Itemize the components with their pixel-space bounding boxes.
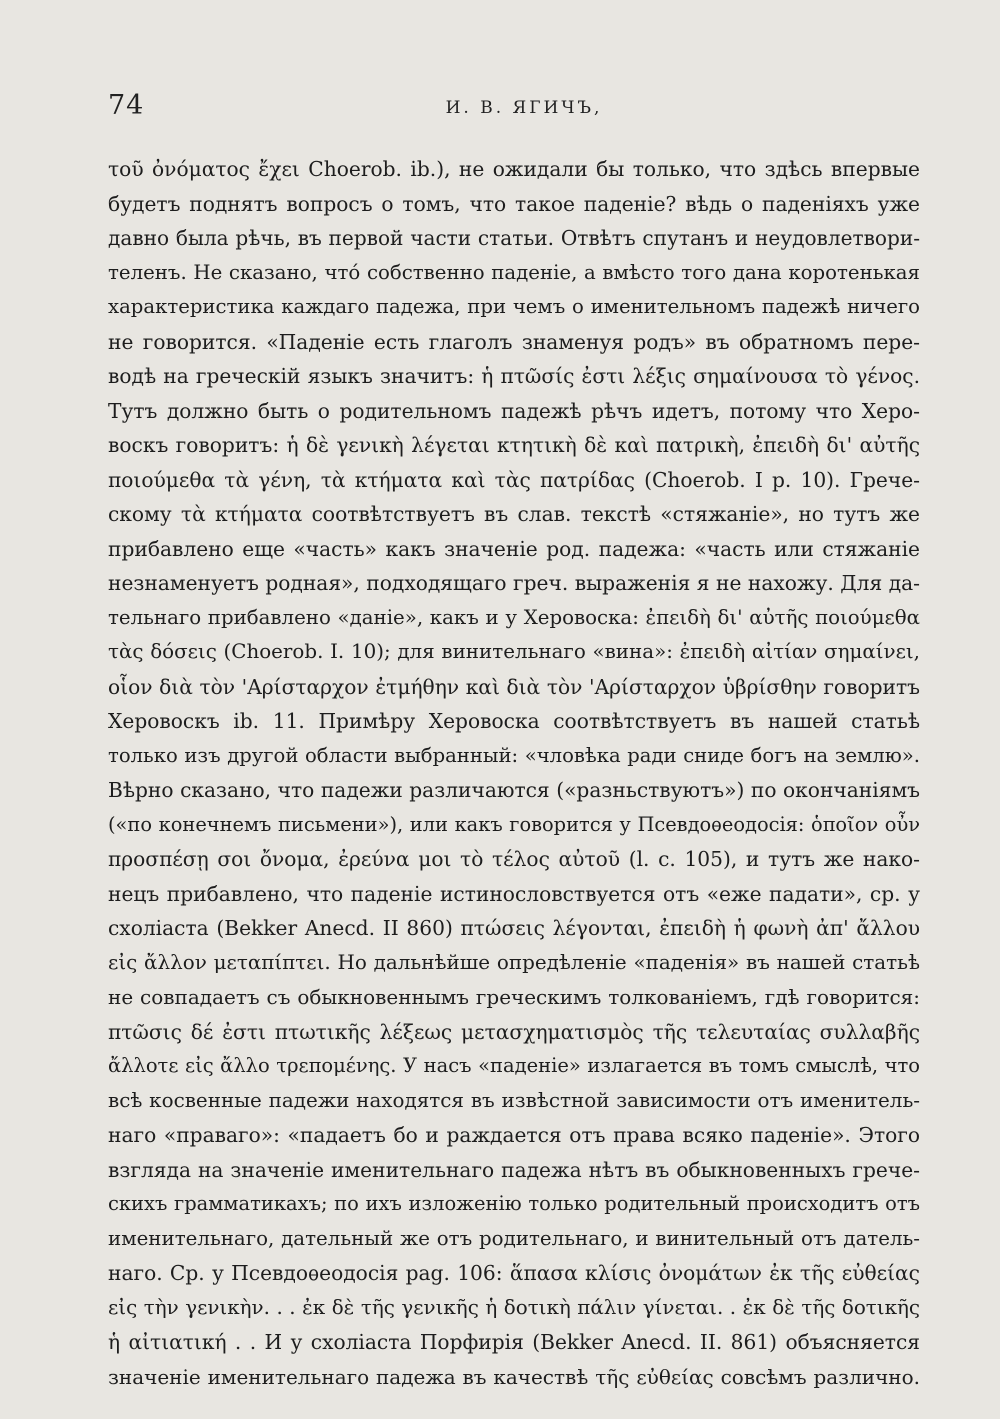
text-line: («по конечнемъ письмени»), или какъ говорится у Псевдоѳеодосія: ὁποῖον οὖν xyxy=(108,812,920,836)
text-line: τὰς δόσεις (Choerob. I. 10); для винительнаго «вина»: ἐπειδὴ αἰτίαν σημαίνει, xyxy=(108,640,920,663)
body-text xyxy=(108,152,920,1394)
text-line: именительнаго, дательный же отъ родительнаго, и винительный отъ датель- xyxy=(108,1226,920,1250)
text-line: водѣ на греческій языкъ значитъ: ἡ πτῶσίς ἐστι λέξις σημαίνουσα τὸ γένος. xyxy=(108,364,920,388)
page-number: 74 xyxy=(108,90,145,121)
text-line: наго «праваго»: «падаетъ бо и раждается отъ права всяко паденіе». Этого xyxy=(108,1123,920,1147)
text-line: Тутъ должно быть о родительномъ падежѣ рѣчъ идетъ, потому что Херо- xyxy=(108,398,920,423)
text-line: всѣ косвенные падежи находятся въ извѣстной зависимости отъ именитель- xyxy=(108,1088,920,1112)
text-line: εἰς ἄλλον μεταπίπτει. Но дальнѣйше опредѣленіе «паденія» въ нашей статьѣ xyxy=(108,950,920,974)
running-head: И. В. ЯГИЧЪ, xyxy=(445,98,603,118)
text-line: ποιούμεθα τὰ γένη, τὰ κτήματα καὶ τὰς πατρίδας (Choerob. I p. 10). Грече- xyxy=(108,467,920,492)
text-line: прибавлено еще «часть» какъ значеніе род. падежа: «часть или стяжаніе xyxy=(108,536,920,561)
text-line: τοῦ ὀνόματος ἔχει Choerob. ib.), не ожидали бы только, что здѣсь впервые xyxy=(108,157,920,181)
text-line: Вѣрно сказано, что падежи различаются («разньствуютъ») по окончаніямъ xyxy=(108,778,920,802)
text-line: будетъ поднятъ вопросъ о томъ, что такое паденіе? вѣдь о паденіяхъ уже xyxy=(108,191,920,216)
text-line: нецъ прибавлено, что паденіе истинословствуется отъ «еже падати», ср. у xyxy=(108,881,920,906)
text-line: πτῶσις δέ ἐστι πτωτικῆς λέξεως μετασχηματισμὸς τῆς τελευταίας συλλαβῆς xyxy=(108,1019,920,1044)
text-line: οἷον διὰ τὸν 'Αρίσταρχον ἐτμήθην καὶ διὰ τὸν 'Αρίσταρχον ὑβρίσθην говоритъ xyxy=(108,674,920,699)
text-line: Херовоскъ ib. 11. Примѣру Херовоска соотвѣтствуетъ въ нашей статьѣ xyxy=(108,709,920,733)
text-line: ἡ αἰτιατική . . И у схоліаста Порфирія (Bekker Anecd. II. 861) объясняется xyxy=(108,1330,920,1354)
text-line: не совпадаетъ съ обыкновеннымъ греческимъ толкованіемъ, гдѣ говорится: xyxy=(108,985,920,1009)
text-line: значеніе именительнаго падежа въ качествѣ τῆς εὐθείας совсѣмъ различно. xyxy=(108,1364,920,1389)
text-line: теленъ. Не сказано, что́ собственно паденіе, а вмѣсто того дана коротенькая xyxy=(108,260,920,284)
text-line: воскъ говоритъ: ἡ δὲ γενικὴ λέγεται κτητικὴ δὲ καὶ πατρικὴ, ἐπειδὴ δι' αὐτῆς xyxy=(108,433,920,457)
text-line: εἰς τὴν γενικὴν. . . ἐκ δὲ τῆς γενικῆς ἡ δοτικὴ πάλιν γίνεται. . ἐκ δὲ τῆς δοτικῆς xyxy=(108,1295,920,1319)
text-line: προσπέσῃ σοι ὄνομα, ἐρεύνα μοι τὸ τέλος αὐτοῦ (l. c. 105), и тутъ же нако- xyxy=(108,847,920,871)
text-line: скому τὰ κτήματα соотвѣтствуетъ въ слав. текстѣ «стяжаніе», но тутъ же xyxy=(108,502,920,526)
text-line: давно была рѣчь, въ первой части статьи. Отвѣтъ спутанъ и неудовлетвори- xyxy=(108,226,920,250)
text-line: схоліаста (Bekker Anecd. II 860) πτώσεις λέγονται, ἐπειδὴ ἡ φωνὴ ἀπ' ἄλλου xyxy=(108,916,920,940)
text-line: незнаменуетъ родная», подходящаго греч. выраженія я не нахожу. Для да- xyxy=(108,571,920,595)
text-line: тельнаго прибавлено «даніе», какъ и у Херовоска: ἐπειδὴ δι' αὐτῆς ποιούμεθα xyxy=(108,605,920,629)
text-line: не говорится. «Паденіе есть глаголъ знаменуя родъ» въ обратномъ пере- xyxy=(108,329,920,354)
text-line: взгляда на значеніе именительнаго падежа нѣтъ въ обыкновенныхъ грече- xyxy=(108,1157,920,1182)
page-header xyxy=(108,90,920,130)
text-line: характеристика каждаго падежа, при чемъ о именительномъ падежѣ ничего xyxy=(108,295,920,318)
text-line: только изъ другой области выбранный: «чловѣка ради сниде богъ на землю». xyxy=(108,743,920,767)
text-line: наго. Ср. у Псевдоѳеодосія pag. 106: ἅπασα κλίσις ὀνομάτων ἐκ τῆς εὐθείας xyxy=(108,1261,920,1285)
text-line: скихъ грамматикахъ; по ихъ изложенію только родительный происходитъ отъ xyxy=(108,1192,920,1215)
text-line: ἄλλοτε εἰς ἄλλο τρεπομένης. У насъ «паденіе» излагается въ томъ смыслѣ, что xyxy=(108,1054,920,1077)
